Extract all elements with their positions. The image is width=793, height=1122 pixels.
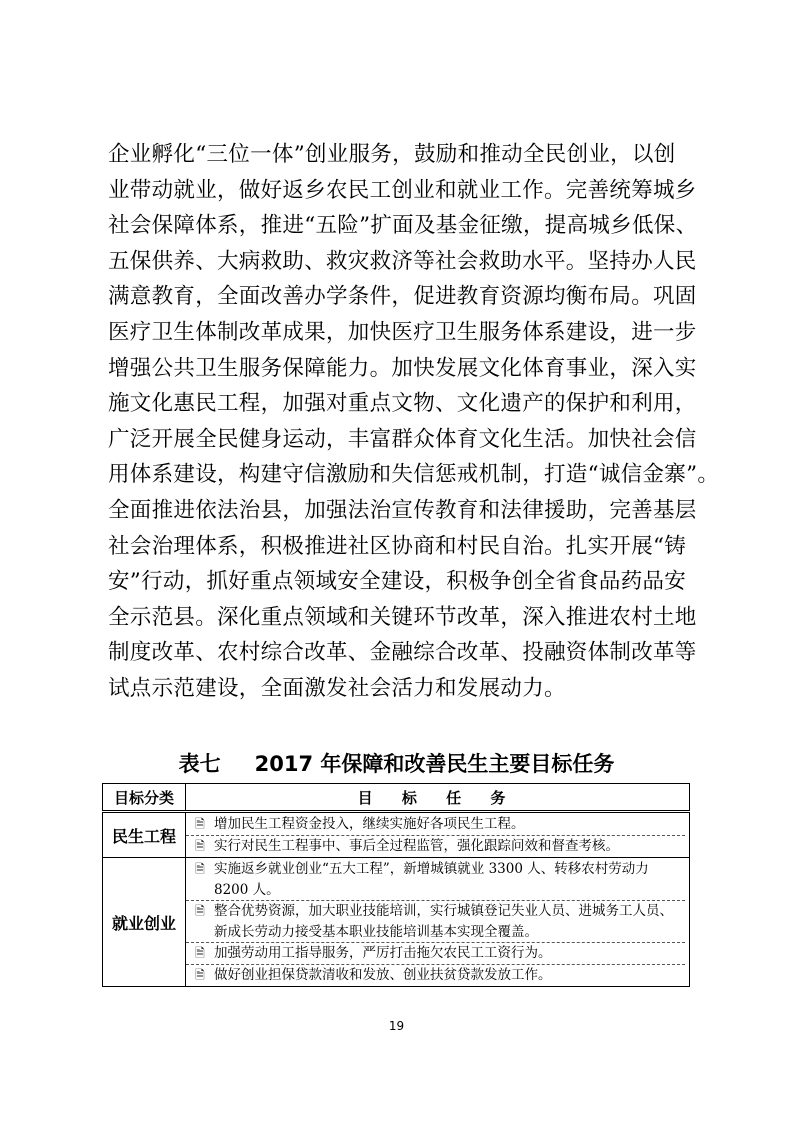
document-icon: 🗎 <box>195 838 205 853</box>
tasks-cell <box>186 858 690 987</box>
table-title: 2017 年保障和改善民生主要目标任务 <box>254 752 615 776</box>
body-line: 医疗卫生体制改革成果，加快医疗卫生服务体系建设，进一步 <box>108 319 697 345</box>
task-text: 做好创业担保贷款清收和发放、创业扶贫贷款发放工作。 <box>214 966 552 983</box>
category-cell: 民生工程 <box>103 812 186 858</box>
page-number: 19 <box>388 1019 405 1033</box>
task-item <box>186 900 685 942</box>
task-text: 实施返乡就业创业“五大工程”，新增城镇就业 3300 人、转移农村劳动力 8200 人。 <box>214 861 649 898</box>
task-text: 加强劳动用工指导服务，严厉打击拖欠农民工工资行为。 <box>214 945 552 961</box>
task-item <box>186 964 685 986</box>
document-icon: 🗎 <box>195 946 205 960</box>
body-line: 满意教育，全面改善办学条件，促进教育资源均衡布局。巩固 <box>108 284 697 310</box>
body-line: 安”行动，抓好重点领域安全建设，积极争创全省食品药品安 <box>108 569 687 595</box>
tasks-cell <box>186 812 690 858</box>
body-line: 试点示范建设，全面激发社会活力和发展动力。 <box>108 675 566 701</box>
body-paragraph <box>108 137 720 707</box>
body-line: 用体系建设，构建守信激励和失信惩戒机制，打造“诚信金寨”。 <box>108 462 720 488</box>
task-text: 实行对民生工程事中、事后全过程监管，强化跟踪问效和督查考核。 <box>214 837 619 854</box>
task-text: 整合优势资源，加大职业技能培训，实行城镇登记失业人员、进城务工人员、新成长劳动力接受基本职业技能培训基本实现全覆盖。 <box>214 903 673 940</box>
task-item <box>186 942 685 964</box>
task-text: 增加民生工程资金投入，继续实施好各项民生工程。 <box>214 816 525 832</box>
table-label: 表七 <box>178 752 221 776</box>
category-cell: 就业创业 <box>103 858 186 987</box>
header-tasks: 目 标 任 务 <box>186 784 690 812</box>
body-line: 企业孵化“三位一体”创业服务，鼓励和推动全民创业，以创 <box>108 142 676 167</box>
table-caption <box>0 748 793 778</box>
document-icon: 🗎 <box>195 967 205 982</box>
body-line: 社会治理体系，积极推进社区协商和村民自治。扎实开展“铸 <box>108 533 687 559</box>
body-line: 社会保障体系，推进“五险”扩面及基金征缴，提高城乡低保、 <box>108 213 698 239</box>
task-item <box>186 835 685 857</box>
body-line: 五保供养、大病救助、救灾救济等社会救助水平。坚持办人民 <box>108 248 697 274</box>
document-icon: 🗎 <box>195 904 205 918</box>
body-line: 全面推进依法治县，加强法治宣传教育和法律援助，完善基层 <box>108 497 697 523</box>
table-header-row <box>103 784 690 812</box>
body-line: 施文化惠民工程，加强对重点文物、文化遗产的保护和利用， <box>108 391 697 417</box>
task-item <box>186 859 685 900</box>
table-row <box>103 812 690 858</box>
task-item <box>186 814 685 835</box>
body-line: 业带动就业，做好返乡农民工创业和就业工作。完善统筹城乡 <box>108 177 697 203</box>
document-icon: 🗎 <box>195 862 205 876</box>
body-line: 增强公共卫生服务保障能力。加快发展文化体育事业，深入实 <box>108 355 697 381</box>
body-line: 制度改革、农村综合改革、金融综合改革、投融资体制改革等 <box>108 640 697 666</box>
document-icon: 🗎 <box>195 817 205 831</box>
table-row <box>103 858 690 987</box>
body-line: 全示范县。深化重点领域和关键环节改革，深入推进农村土地 <box>108 604 697 630</box>
body-line: 广泛开展全民健身运动，丰富群众体育文化生活。加快社会信 <box>108 426 697 452</box>
targets-table <box>102 783 690 987</box>
header-category: 目标分类 <box>103 784 186 812</box>
